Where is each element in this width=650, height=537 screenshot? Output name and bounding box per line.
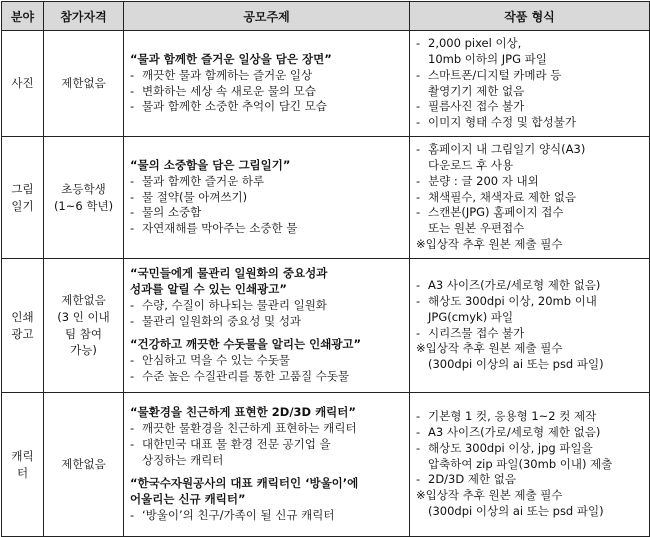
contest-table: [1, 1, 650, 537]
format-note-cont: (300dpi 이상의 ai 또는 psd 파일): [428, 504, 604, 519]
format-cell: [410, 259, 650, 393]
table-row-photo: [2, 31, 650, 137]
format-note: ※입상작 추후 원본 제출 필수: [416, 341, 563, 356]
category-text: 사진: [11, 76, 34, 91]
header-eligibility: 참가자격: [44, 2, 124, 31]
header-theme: 공모주제: [124, 2, 410, 31]
format-note-cont: (300dpi 이상의 ai 또는 psd 파일): [428, 357, 604, 372]
theme-heading: “물과 함께한 즐거운 일상을 담은 장면”: [130, 51, 332, 66]
format-item: - 2,000 pixel 이상,: [416, 36, 643, 52]
format-item-cont: 또는 원본 우편접수: [428, 221, 525, 236]
format-item: - 이미지 형태 수정 및 합성불가: [416, 115, 643, 131]
table-row-drawing-diary: [2, 137, 650, 259]
format-item-cont: 압축하여 zip 파일(30mb 이내) 제출: [428, 456, 613, 471]
header-category: 분야: [2, 2, 44, 31]
format-item: - 스마트폰/디지털 카메라 등: [416, 68, 643, 84]
theme-heading: “국민들에게 물관리 일원화의 중요성과: [130, 265, 328, 280]
format-item-cont: 촬영기기 제한 없음: [428, 83, 525, 98]
category-text: 터: [16, 465, 29, 480]
format-item: - A3 사이즈(가로/세로형 제한 없음): [416, 425, 643, 441]
format-cell: [410, 31, 650, 137]
table-row-character: [2, 393, 650, 537]
format-item-cont: 10mb 이하의 JPG 파일: [428, 51, 547, 66]
theme-item: - 변화하는 세상 속 새로운 물의 모습: [130, 84, 403, 100]
category-cell: [2, 393, 44, 537]
format-cell: [410, 393, 650, 537]
eligibility-text: 가능): [70, 343, 97, 358]
theme-item: - 물과 함께한 즐거운 하루: [130, 174, 403, 190]
format-item: - 분량 : 글 200 자 내외: [416, 174, 643, 190]
category-cell: [2, 259, 44, 393]
theme-item: - 물 절약(물 아껴쓰기): [130, 190, 403, 206]
theme-heading: “한국수자원공사의 대표 캐릭터인 ‘방울이’에: [130, 476, 359, 491]
eligibility-text: (3 인 이내: [57, 309, 110, 324]
format-item-cont: JPG(cmyk) 파일: [428, 309, 514, 324]
format-item: - 스캔본(JPG) 홈페이지 접수: [416, 205, 643, 221]
category-text: 그림: [11, 181, 34, 196]
header-row: [2, 2, 650, 31]
theme-cell: [124, 259, 410, 393]
format-item: - 기본형 1 컷, 응용형 1~2 컷 제작: [416, 409, 643, 425]
theme-cell: [124, 137, 410, 259]
category-cell: [2, 137, 44, 259]
theme-item: - 안심하고 먹을 수 있는 수돗물: [130, 353, 403, 369]
category-text: 광고: [11, 326, 34, 341]
theme-item: - 깨끗한 물과 함께하는 즐거운 일상: [130, 68, 403, 84]
format-item: - 채색필수, 채색자료 제한 없음: [416, 190, 643, 206]
category-text: 캐릭: [11, 448, 34, 463]
format-item: - 해상도 300dpi 이상, jpg 파일을: [416, 441, 643, 457]
eligibility-text: 제한없음: [61, 76, 106, 91]
format-note: ※입상작 추후 원본 제출 필수: [416, 488, 563, 503]
theme-cell: [124, 31, 410, 137]
theme-cell: [124, 393, 410, 537]
theme-item: - 자연재해를 막아주는 소중한 물: [130, 221, 403, 237]
eligibility-text: 팀 참여: [65, 326, 102, 341]
eligibility-cell: [44, 393, 124, 537]
theme-item: - 수준 높은 수질관리를 통한 고품질 수돗물: [130, 369, 403, 385]
theme-item: - ‘방울이’의 친구/가족이 될 신규 캐릭터: [130, 508, 403, 524]
theme-item: - 깨끗한 물환경을 친근하게 표현하는 캐릭터: [130, 421, 403, 437]
category-text: 일기: [11, 198, 34, 213]
format-item: - 2D/3D 제한 없음: [416, 472, 643, 488]
eligibility-text: 제한없음: [61, 293, 106, 308]
eligibility-cell: [44, 259, 124, 393]
eligibility-text: 초등학생: [61, 181, 106, 196]
theme-heading: “물환경을 친근하게 표현한 2D/3D 캐릭터”: [130, 404, 356, 419]
format-item: - 필름사진 접수 불가: [416, 99, 643, 115]
format-item-cont: 다운로드 후 사용: [428, 157, 514, 172]
theme-heading: 어울리는 신규 캐릭터”: [130, 492, 246, 507]
theme-item: - 물과 함께한 소중한 추억이 담긴 모습: [130, 99, 403, 115]
format-item: - 시리즈물 접수 불가: [416, 326, 643, 342]
theme-item: - 수량, 수질이 하나되는 물관리 일원화: [130, 298, 403, 314]
theme-heading: 성과를 알릴 수 있는 인쇄광고”: [130, 281, 287, 296]
theme-heading: “물의 소중함을 담은 그림일기”: [130, 157, 291, 172]
theme-heading: “건강하고 깨끗한 수돗물을 알리는 인쇄광고”: [130, 337, 362, 352]
category-cell: [2, 31, 44, 137]
format-cell: [410, 137, 650, 259]
theme-item: - 물관리 일원화의 중요성 및 성과: [130, 314, 403, 330]
eligibility-cell: [44, 31, 124, 137]
theme-item: - 대한민국 대표 물 환경 전문 공기업 을: [130, 437, 403, 453]
theme-item: - 물의 소중함: [130, 205, 403, 221]
format-item: - A3 사이즈(가로/세로형 제한 없음): [416, 278, 643, 294]
category-text: 인쇄: [11, 309, 34, 324]
eligibility-cell: [44, 137, 124, 259]
eligibility-text: 제한없음: [61, 457, 106, 472]
format-item: - 홈페이지 내 그림일기 양식(A3): [416, 142, 643, 158]
header-format: 작품 형식: [410, 2, 650, 31]
eligibility-text: (1~6 학년): [53, 198, 114, 213]
theme-item-cont: 상징하는 캐릭터: [142, 452, 224, 467]
table-row-print-ad: [2, 259, 650, 393]
format-note: ※입상작 추후 원본 제출 필수: [416, 237, 563, 252]
format-item: - 해상도 300dpi 이상, 20mb 이내: [416, 294, 643, 310]
